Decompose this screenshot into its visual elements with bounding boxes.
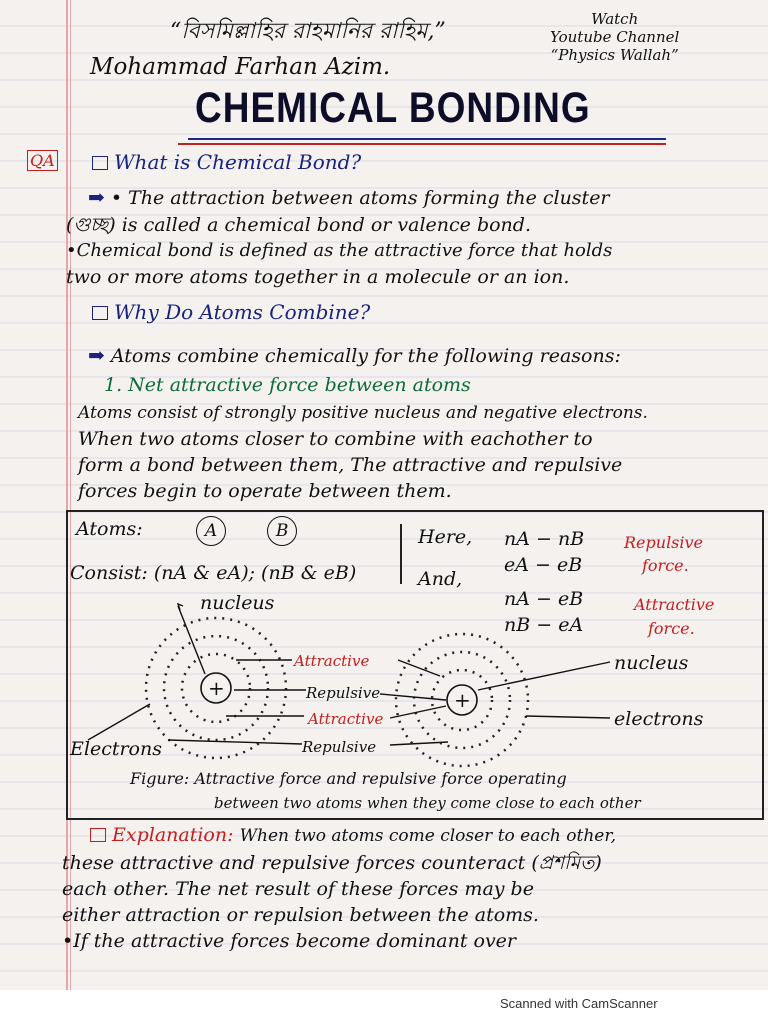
- attractive-pair-1: nA − eB: [504, 588, 584, 610]
- q1-line-4: two or more atoms together in a molecule or an ion.: [66, 266, 570, 288]
- atoms-label: Atoms:: [76, 518, 143, 540]
- scanner-watermark: Scanned with CamScanner: [500, 996, 658, 1011]
- repulsive-label-2: force.: [642, 556, 689, 575]
- right-arrow-icon: ➡: [88, 185, 105, 209]
- attractive-label-1: Attractive: [634, 595, 715, 614]
- q2-point-1: 1. Net attractive force between atoms: [104, 374, 471, 396]
- question-box-icon: [90, 828, 106, 842]
- page-title: CHEMICAL BONDING: [195, 84, 591, 132]
- q2-para-3: form a bond between them, The attractive and repulsive: [78, 454, 623, 476]
- here-label: Here,: [418, 526, 473, 548]
- repulsive-label-bottom: Repulsive: [302, 738, 377, 756]
- consist-formula: Consist: (nA & eA); (nB & eB): [70, 562, 357, 584]
- author-name: Mohammad Farhan Azim.: [90, 54, 391, 80]
- left-nucleus-plus: +: [208, 676, 225, 700]
- attractive-pair-2: nB − eA: [504, 614, 584, 636]
- attractive-label-2: force.: [648, 619, 695, 638]
- atom-b-circle: B: [267, 516, 297, 546]
- atom-a-circle: A: [196, 516, 226, 546]
- explanation-label: Explanation:: [112, 824, 234, 846]
- right-nucleus-plus: +: [454, 688, 471, 712]
- nucleus-label-left: nucleus: [200, 592, 275, 614]
- repulsive-label-mid: Repulsive: [306, 684, 381, 702]
- explanation-line-4: either attraction or repulsion between the atoms.: [62, 904, 539, 926]
- electrons-label-right: electrons: [614, 708, 704, 730]
- q1-line-1-text: • The attraction between atoms forming the cluster: [110, 187, 610, 209]
- explanation-line-1: [90, 822, 616, 849]
- repulsive-label-1: Repulsive: [624, 533, 704, 552]
- watch-line-1: Watch: [591, 10, 639, 28]
- q1-line-2: (গুচ্ছ) is called a chemical bond or valence bond.: [66, 214, 531, 236]
- and-label: And,: [418, 568, 463, 590]
- q2-para-4: forces begin to operate between them.: [78, 480, 452, 502]
- qa-tag: QA: [27, 150, 58, 171]
- q2-line-1-text: Atoms combine chemically for the following reasons:: [110, 345, 621, 367]
- attractive-label-mid: Attractive: [308, 710, 384, 728]
- watch-line-2: Youtube Channel: [550, 28, 680, 46]
- watch-line-3: “Physics Wallah”: [550, 46, 679, 64]
- electrons-label-left: Electrons: [70, 738, 162, 760]
- q2-heading-text: Why Do Atoms Combine?: [114, 300, 371, 324]
- q2-para-1: Atoms consist of strongly positive nucleus and negative electrons.: [78, 403, 648, 423]
- q2-para-2: When two atoms closer to combine with eachother to: [78, 428, 593, 450]
- bengali-bismillah: “বিসমিল্লাহির রাহমানির রাহিম,”: [170, 19, 446, 44]
- attractive-label-top: Attractive: [294, 652, 370, 670]
- repulsive-pair-1: nA − nB: [504, 528, 585, 550]
- explanation-line-1-text: When two atoms come closer to each other,: [239, 826, 616, 846]
- repulsive-pair-2: eA − eB: [504, 554, 583, 576]
- nucleus-label-right: nucleus: [614, 652, 689, 674]
- right-arrow-icon: ➡: [88, 343, 105, 367]
- q1-heading-text: What is Chemical Bond?: [114, 150, 362, 174]
- explanation-line-5: •If the attractive forces become dominant over: [62, 930, 517, 952]
- explanation-line-2: these attractive and repulsive forces counteract (প্রশমিত): [62, 852, 602, 874]
- figure-caption-2: between two atoms when they come close to each other: [214, 794, 641, 812]
- q1-line-3: •Chemical bond is defined as the attractive force that holds: [66, 240, 613, 261]
- figure-caption-1: Figure: Attractive force and repulsive force operating: [130, 769, 567, 788]
- explanation-line-3: each other. The net result of these forces may be: [62, 878, 534, 900]
